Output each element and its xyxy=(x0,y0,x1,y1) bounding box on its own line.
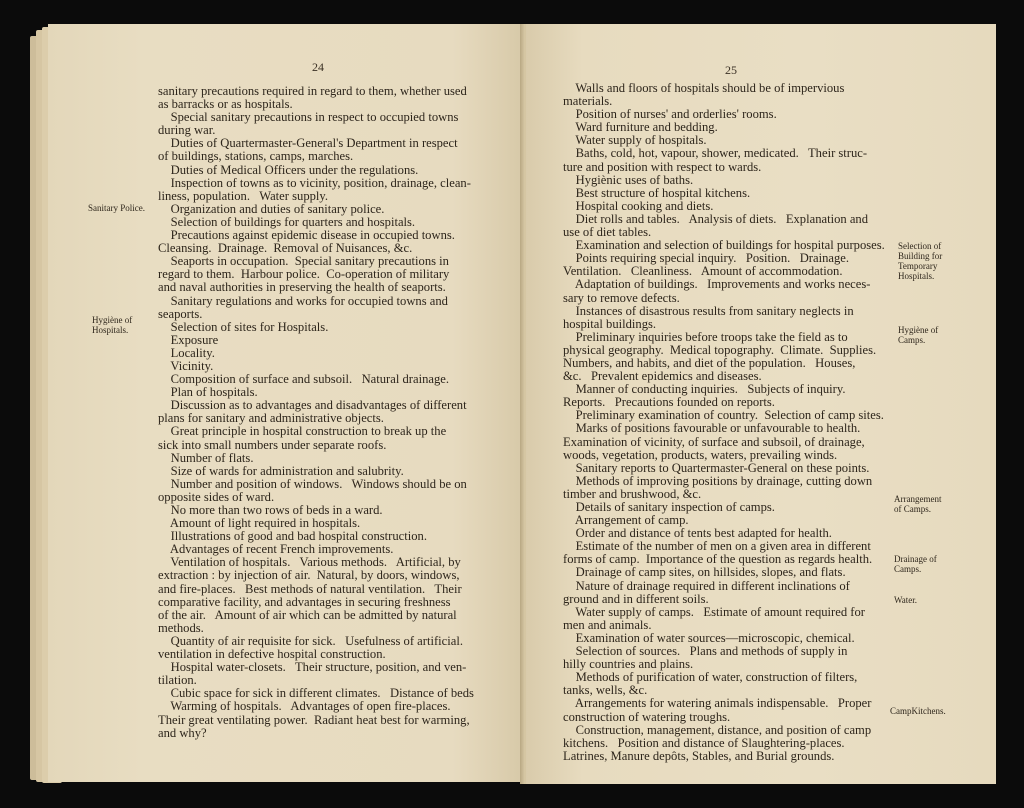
text-line: Plan of hospitals. xyxy=(158,385,258,400)
text-line: Methods of improving positions by drainage, cutting down xyxy=(563,473,873,488)
text-line: Ward furniture and bedding. xyxy=(563,120,718,135)
text-line: opposite sides of ward. xyxy=(158,489,275,504)
text-line: Amount of light required in hospitals. xyxy=(158,516,361,531)
text-line: No more than two rows of beds in a ward. xyxy=(158,503,383,517)
text-line: Organization and duties of sanitary police. xyxy=(158,201,385,216)
text-line: seaports. xyxy=(158,306,203,321)
text-line: ground and in different soils. xyxy=(563,591,709,606)
text-line: Warming of hospitals. Advantages of open fire-places. xyxy=(158,699,451,714)
text-line: Order and distance of tents best adapted for health. xyxy=(563,526,832,541)
text-line: Sanitary regulations and works for occupied towns and xyxy=(158,293,448,308)
page-number: 24 xyxy=(312,60,324,74)
text-line: Latrines, Manure depôts, Stables, and Burial grounds. xyxy=(563,748,835,763)
text-line: Number and position of windows. Windows should be on xyxy=(158,476,467,491)
text-line: regard to them. Harbour police. Co-operation of military xyxy=(158,267,450,282)
text-line: Exposure xyxy=(158,332,219,347)
text-line: Discussion as to advantages and disadvantages of different xyxy=(158,398,467,413)
text-line: Quantity of air requisite for sick. Usefulness of artificial. xyxy=(158,633,463,648)
text-line: Advantages of recent French improvements. xyxy=(158,542,394,557)
text-line: Seaports in occupation. Special sanitary precautions in xyxy=(158,254,449,269)
text-line: hospital buildings. xyxy=(563,316,657,331)
text-line: timber and brushwood, &c. xyxy=(563,486,702,501)
text-line: Methods of purification of water, construction of filters, xyxy=(563,670,858,685)
text-line: sick into small numbers under separate roofs. xyxy=(158,437,387,452)
text-line: Vicinity. xyxy=(158,358,214,373)
text-line: Walls and floors of hospitals should be of impervious xyxy=(563,81,845,95)
text-line: Cubic space for sick in different climates. Distance of beds xyxy=(158,686,474,701)
text-line: Arrangement of camp. xyxy=(563,513,689,528)
text-line: physical geography. Medical topography. Climate. Supplies. xyxy=(563,342,877,357)
text-line: tanks, wells, &c. xyxy=(563,683,648,698)
text-line: materials. xyxy=(563,94,613,109)
text-line: Hygiènic uses of baths. xyxy=(563,172,694,187)
text-line: &c. Prevalent epidemics and diseases. xyxy=(563,369,762,384)
margin-note-hygiene-hospitals: Hygiène of Hospitals. xyxy=(92,315,133,335)
margin-note-hygiene-camps: Hygiène of Camps. xyxy=(898,325,939,345)
text-line: Diet rolls and tables. Analysis of diets. Explanation and xyxy=(563,211,868,226)
right-page-text xyxy=(563,82,885,763)
text-line: tilation. xyxy=(158,673,197,688)
text-line: Examination and selection of buildings for hospital purposes. xyxy=(563,238,885,253)
text-line: men and animals. xyxy=(563,617,652,632)
text-line: and naval authorities in preserving the health of seaports. xyxy=(158,280,446,295)
text-line: Cleansing. Drainage. Removal of Nuisances, &c. xyxy=(158,241,413,256)
text-line: Position of nurses' and orderlies' rooms. xyxy=(563,107,777,122)
text-line: hilly countries and plains. xyxy=(563,657,694,672)
text-line: Sanitary reports to Quartermaster-General on these points. xyxy=(563,460,870,475)
text-line: Duties of Medical Officers under the regulations. xyxy=(158,162,419,177)
page-number: 25 xyxy=(725,63,737,77)
text-line: Water supply of hospitals. xyxy=(563,133,707,148)
text-line: plans for sanitary and administrative objects. xyxy=(158,411,384,426)
text-line: extraction : by injection of air. Natural, by doors, windows, xyxy=(158,568,460,583)
text-line: Their great ventilating power. Radiant heat best for warming, xyxy=(158,712,470,727)
margin-note-arrangement-camps: Arrangement of Camps. xyxy=(894,494,942,514)
text-line: Examination of vicinity, of surface and subsoil, of drainage, xyxy=(563,434,865,449)
text-line: Illustrations of good and bad hospital construction. xyxy=(158,529,427,544)
text-line: Hospital water-closets. Their structure, position, and ven- xyxy=(158,660,467,675)
text-line: forms of camp. Importance of the question as regards health. xyxy=(563,552,873,567)
text-line: Number of flats. xyxy=(158,450,254,465)
text-line: Inspection of towns as to vicinity, position, drainage, clean- xyxy=(158,175,471,190)
text-line: and fire-places. Best methods of natural ventilation. Their xyxy=(158,581,462,596)
text-line: Ventilation. Cleanliness. Amount of accommodation. xyxy=(563,264,843,279)
text-line: Locality. xyxy=(158,345,215,360)
text-line: Preliminary examination of country. Selection of camp sites. xyxy=(563,408,884,423)
text-line: and why? xyxy=(158,725,207,740)
text-line: Examination of water sources—microscopic, chemical. xyxy=(563,630,855,645)
text-line: Construction, management, distance, and position of camp xyxy=(563,722,872,737)
text-line: Estimate of the number of men on a given area in different xyxy=(563,539,871,554)
text-line: Special sanitary precautions in respect to occupied towns xyxy=(158,110,459,125)
margin-note-selection-building: Selection of Building for Temporary Hospitals. xyxy=(898,241,943,281)
text-line: of the air. Amount of air which can be admitted by natural xyxy=(158,607,457,622)
text-line: Details of sanitary inspection of camps. xyxy=(563,500,775,514)
text-line: Selection of sites for Hospitals. xyxy=(158,319,329,334)
text-line: Adaptation of buildings. Improvements and works neces- xyxy=(563,277,871,292)
text-line: ventilation in defective hospital construction. xyxy=(158,647,386,662)
left-page-text xyxy=(158,85,474,740)
text-line: as barracks or as hospitals. xyxy=(158,97,293,112)
text-line: sary to remove defects. xyxy=(563,290,680,305)
text-line: of buildings, stations, camps, marches. xyxy=(158,149,354,164)
margin-note-drainage-camps: Drainage of Camps. xyxy=(894,554,937,574)
left-page xyxy=(48,24,524,782)
text-line: Selection of sources. Plans and methods of supply in xyxy=(563,644,848,659)
margin-note-camp-kitchens: CampKitchens. xyxy=(890,706,946,716)
text-line: ture and position with respect to wards. xyxy=(563,159,762,174)
text-line: Reports. Precautions founded on reports. xyxy=(563,395,775,410)
text-line: Manner of conducting inquiries. Subjects of inquiry. xyxy=(563,382,846,397)
text-line: Size of wards for administration and salubrity. xyxy=(158,463,404,478)
text-line: Preliminary inquiries before troops take the field as to xyxy=(563,329,848,344)
text-line: comparative facility, and advantages in securing freshness xyxy=(158,594,451,609)
text-line: Selection of buildings for quarters and hospitals. xyxy=(158,214,416,229)
text-line: woods, vegetation, products, waters, prevailing winds. xyxy=(563,447,838,462)
text-line: methods. xyxy=(158,620,204,635)
text-line: use of diet tables. xyxy=(563,225,652,240)
text-line: Baths, cold, hot, vapour, shower, medicated. Their struc- xyxy=(563,146,868,161)
text-line: Points requiring special inquiry. Position. Drainage. xyxy=(563,251,850,266)
text-line: Best structure of hospital kitchens. xyxy=(563,185,751,200)
text-line: during war. xyxy=(158,123,216,138)
text-line: Precautions against epidemic disease in occupied towns. xyxy=(158,228,455,243)
text-line: Duties of Quartermaster-General's Department in respect xyxy=(158,136,458,151)
text-line: Numbers, and habits, and diet of the population. Houses, xyxy=(563,355,856,370)
text-line: Arrangements for watering animals indispensable. Proper xyxy=(563,696,872,711)
text-line: construction of watering troughs. xyxy=(563,709,731,724)
text-line: liness, population. Water supply. xyxy=(158,188,329,203)
text-line: Instances of disastrous results from sanitary neglects in xyxy=(563,303,854,318)
text-line: Water supply of camps. Estimate of amount required for xyxy=(563,604,865,619)
text-line: Nature of drainage required in different inclinations of xyxy=(563,578,850,593)
text-line: Marks of positions favourable or unfavourable to health. xyxy=(563,421,861,436)
text-line: kitchens. Position and distance of Slaughtering-places. xyxy=(563,735,845,750)
margin-note-water: Water. xyxy=(894,595,918,605)
right-page xyxy=(526,24,996,784)
text-line: Composition of surface and subsoil. Natural drainage. xyxy=(158,372,449,387)
text-line: Ventilation of hospitals. Various methods. Artificial, by xyxy=(158,555,461,570)
text-line: Drainage of camp sites, on hillsides, slopes, and flats. xyxy=(563,565,846,580)
text-line: sanitary precautions required in regard to them, whether used xyxy=(158,84,467,98)
text-line: Hospital cooking and diets. xyxy=(563,198,714,213)
text-line: Great principle in hospital construction to break up the xyxy=(158,424,447,439)
margin-note-sanitary-police: Sanitary Police. xyxy=(88,203,145,213)
